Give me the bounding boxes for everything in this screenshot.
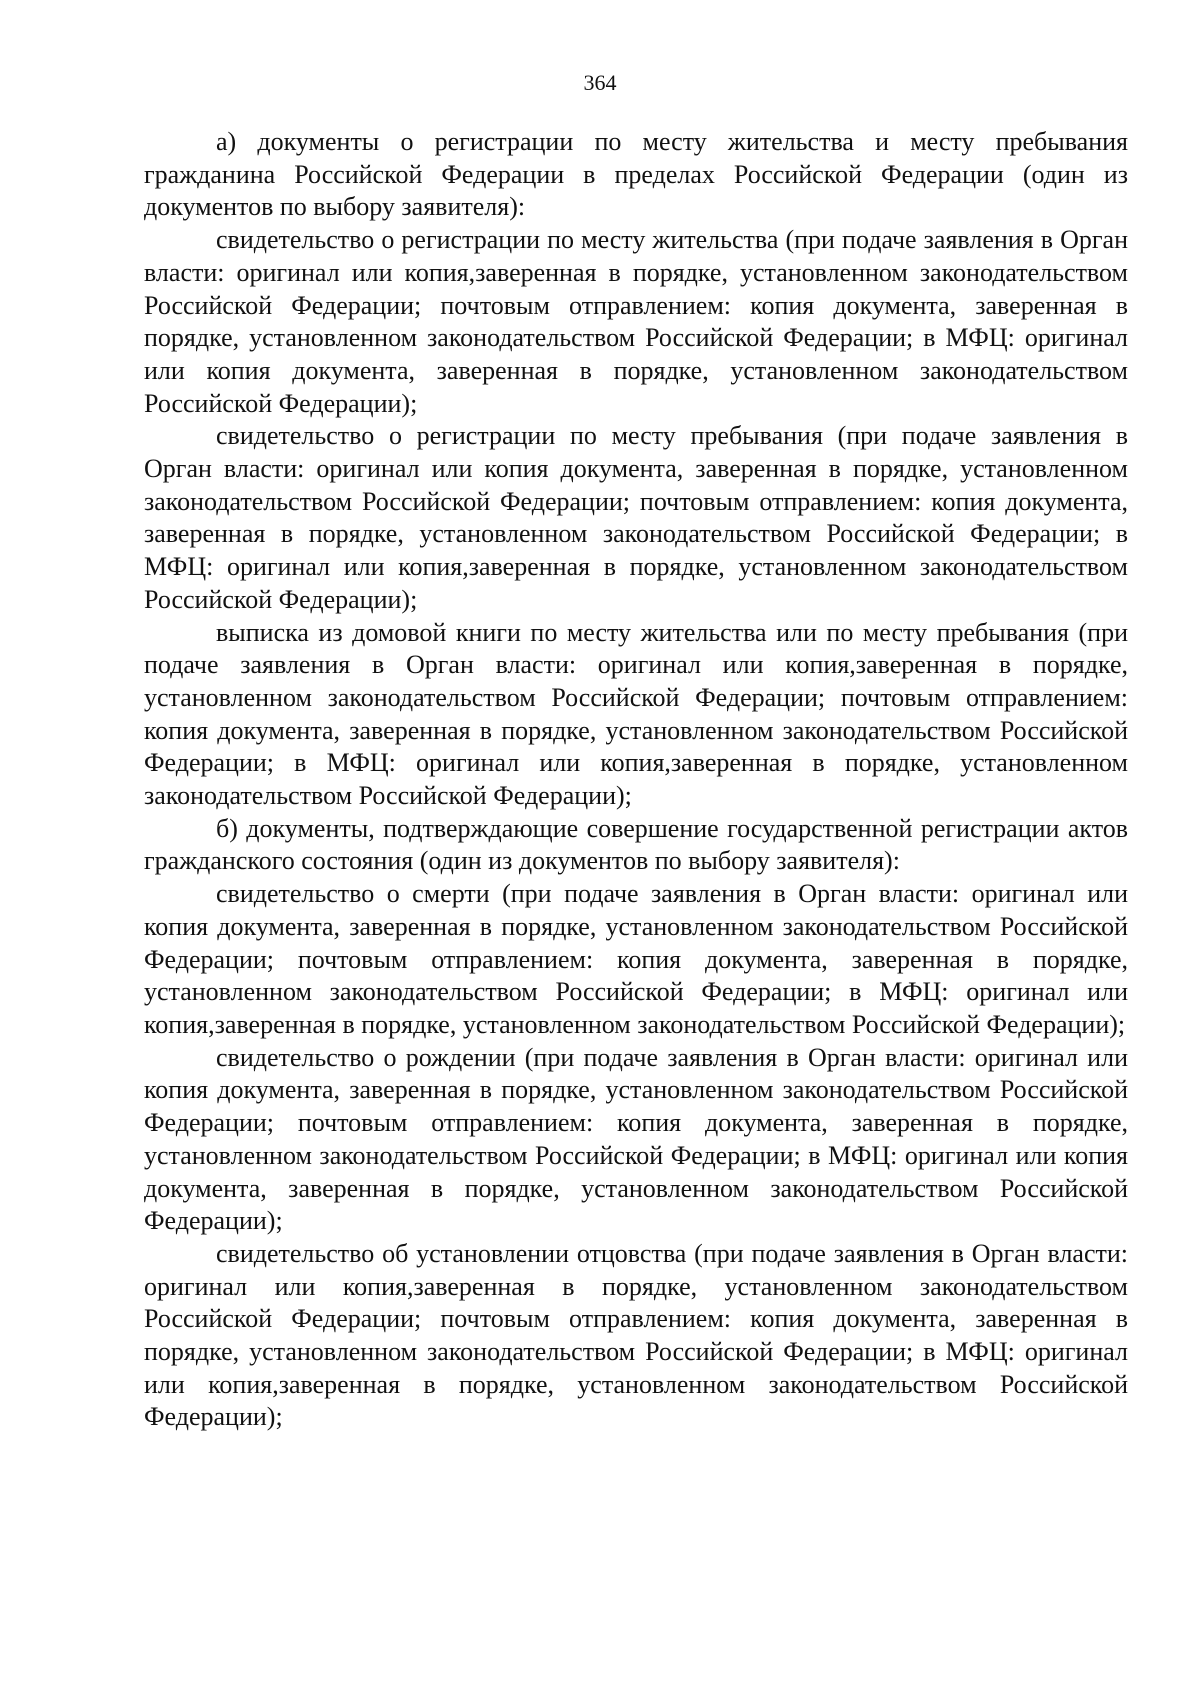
paragraph-stay-registration-certificate: свидетельство о регистрации по месту пребывания (при подаче заявления в Орган власти: оригинал или копия документа, заверенная в порядке, установленном законодательством Российской Федерации; почтовым отправлением: копия документа, заверенная в порядке, установленном законодательством Российской Федерации; в МФЦ: оригинал или копия,заверенная в порядке, установленном законодательством Российской Федерации);	[144, 421, 1128, 614]
paragraph-paternity-certificate: свидетельство об установлении отцовства (при подаче заявления в Орган власти: оригинал или копия,заверенная в порядке, установленном законодательством Российской Федерации; почтовым отправлением: копия документа, заверенная в порядке, установленном законодательством Российской Федерации; в МФЦ: оригинал или копия,заверенная в порядке, установленном законодательством Российской Федерации);	[144, 1238, 1128, 1432]
paragraph-section-b-intro: б) документы, подтверждающие совершение государственной регистрации актов гражданского состояния (один из документов по выбору заявителя):	[144, 813, 1128, 876]
paragraph-death-certificate: свидетельство о смерти (при подаче заявления в Орган власти: оригинал или копия документа, заверенная в порядке, установленном законодательством Российской Федерации; почтовым отправлением: копия документа, заверенная в порядке, установленном законодательством Российской Федерации; в МФЦ: оригинал или копия,заверенная в порядке, установленном законодательством Российской Федерации);	[144, 879, 1128, 1039]
document-body	[144, 126, 1128, 1434]
paragraph-residence-registration-certificate: свидетельство о регистрации по месту жительства (при подаче заявления в Орган власти: оригинал или копия,заверенная в порядке, установленном законодательством Российской Федерации; почтовым отправлением: копия документа, заверенная в порядке, установленном законодательством Российской Федерации; в МФЦ: оригинал или копия документа, заверенная в порядке, установленном законодательством Российской Федерации);	[144, 225, 1128, 418]
paragraph-birth-certificate: свидетельство о рождении (при подаче заявления в Орган власти: оригинал или копия документа, заверенная в порядке, установленном законодательством Российской Федерации; почтовым отправлением: копия документа, заверенная в порядке, установленном законодательством Российской Федерации; в МФЦ: оригинал или копия документа, заверенная в порядке, установленном законодательством Российской Федерации);	[144, 1042, 1128, 1236]
paragraph-section-a-intro: а) документы о регистрации по месту жительства и месту пребывания гражданина Российской Федерации в пределах Российской Федерации (один из документов по выбору заявителя):	[144, 127, 1128, 222]
paragraph-house-book-extract: выписка из домовой книги по месту жительства или по месту пребывания (при подаче заявления в Орган власти: оригинал или копия,заверенная в порядке, установленном законодательством Российской Федерации; почтовым отправлением: копия документа, заверенная в порядке, установленном законодательством Российской Федерации; в МФЦ: оригинал или копия,заверенная в порядке, установленном законодательством Российской Федерации);	[144, 617, 1128, 811]
page-number: 364	[583, 70, 617, 95]
